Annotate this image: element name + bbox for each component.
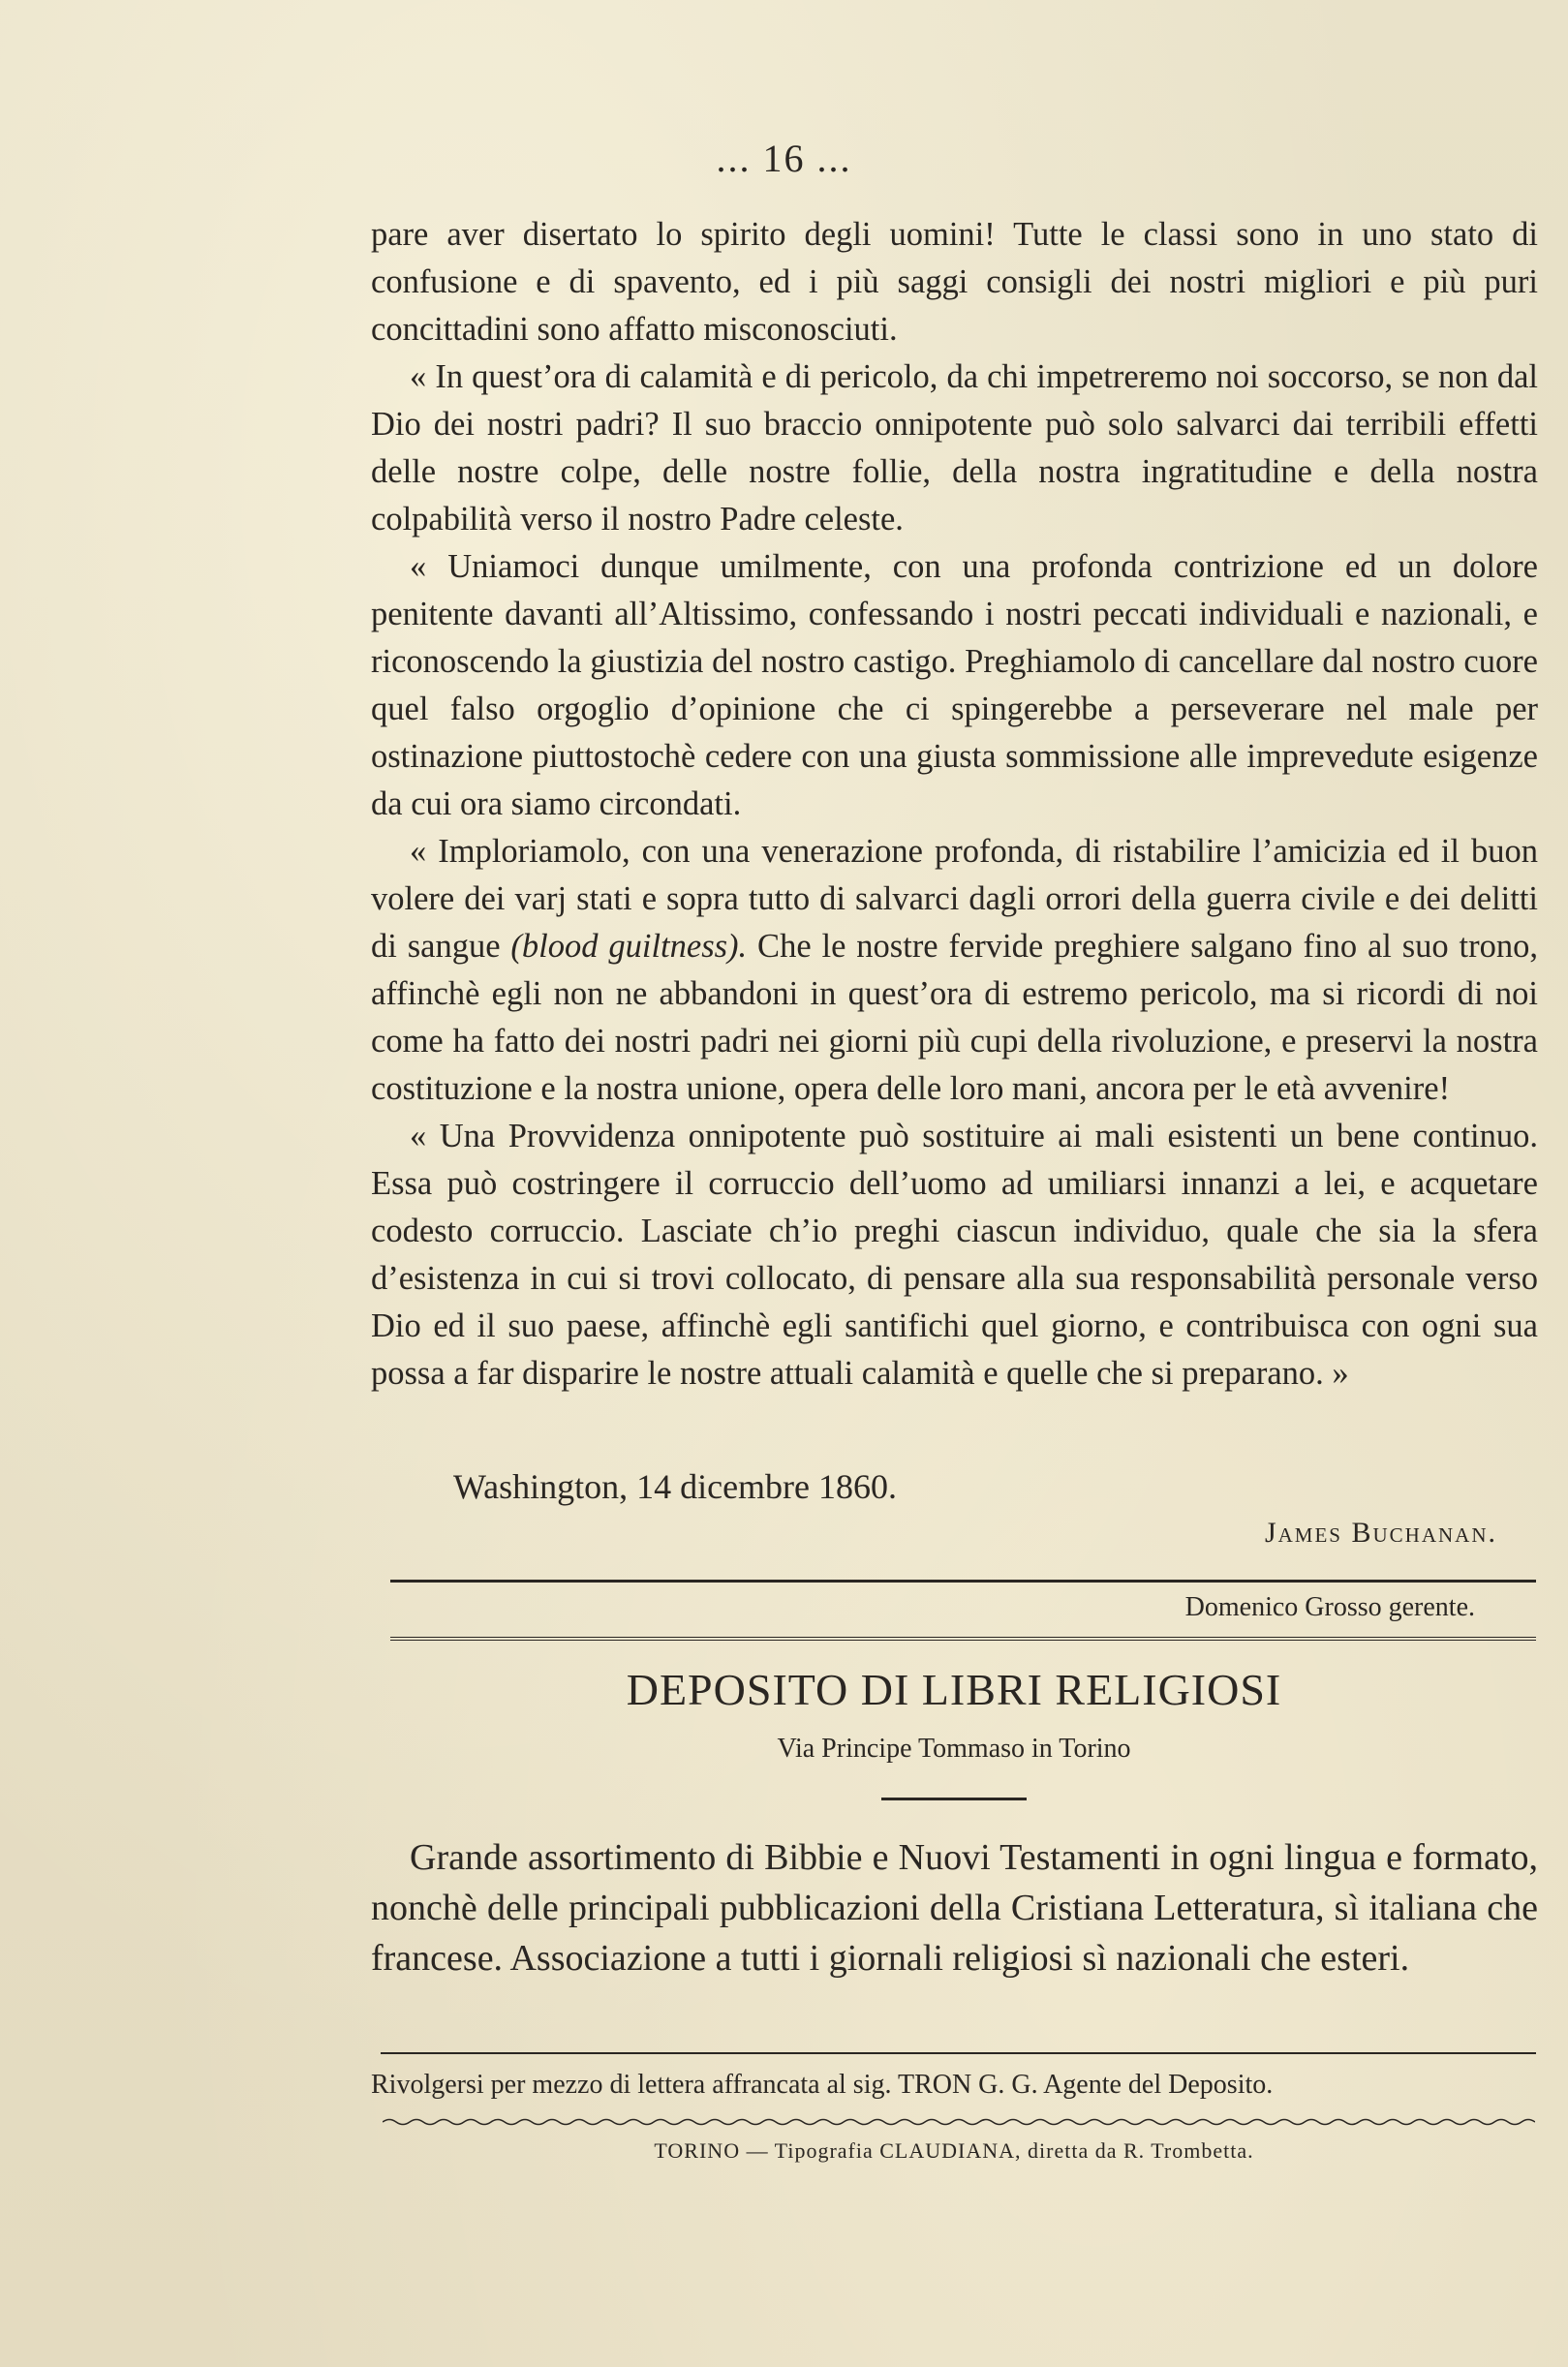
letter-body [371,211,1538,1398]
paragraph-5: « Una Provvidenza onnipotente può sostituire ai mali esistenti un bene continuo. Essa può costringere il corruccio dell’uomo ad umiliarsi innanzi a lei, e acquetare codesto corruccio. Lasciate ch’io preghi ciascun individuo, quale che sia la sfera d’esistenza in cui si trovi collocato, di pensare alla sua responsabilità personale verso Dio ed il suo paese, affinchè egli santifichi quel giorno, e contribuisca con ogni sua possa a far disparire le nostre attuali calamità e quelle che si preparano. » [371,1118,1538,1392]
advertisement-address: Via Principe Tommaso in Torino [777,1734,1131,1764]
paragraph-3: « Uniamoci dunque umilmente, con una profonda contrizione ed un dolore penitente davanti all’Altissimo, confessando i nostri peccati individuali e nazionali, e riconoscendo la giustizia del nostro castigo. Preghiamolo di cancellare dal nostro cuore quel falso orgoglio d’opinione che ci spingerebbe a perseverare nel male per ostinazione piuttostochè cedere con una giusta sommissione alle imprevedute esigenze da cui ora siamo circondati. [371,548,1538,822]
paragraph-1: pare aver disertato lo spirito degli uomini! Tutte le classi sono in uno stato di confusione e di spavento, ed i più saggi consigli dei nostri migliori e più puri concittadini sono affatto misconosciuti. [371,216,1538,348]
divider-rule [390,1580,1536,1583]
paragraph-4-text-a: « Imploriamolo, con una venerazione profonda, di ristabilire l’amicizia ed il buon volere dei varj stati e sopra tutto di salvarci dagli orrori della guerra civile e dei delitti di sangue [371,833,1538,965]
dateline: Washington, 14 dicembre 1860. [453,1467,898,1506]
short-divider-rule [881,1798,1027,1800]
advertisement-contact: Rivolgersi per mezzo di lettera affrancata al sig. TRON G. G. Agente del Deposito. [371,2070,1274,2100]
printer-imprint: TORINO — Tipografia CLAUDIANA, diretta da R. Trombetta. [654,2138,1254,2163]
paragraph-2: « In quest’ora di calamità e di pericolo, da chi impetreremo noi soccorso, se non dal Dio dei nostri padri? Il suo braccio onnipotente può solo salvarci dai terribili effetti delle nostre colpe, delle nostre follie, della nostra ingratitudine e della nostra colpabilità verso il nostro Padre celeste. [371,358,1538,538]
signature: James Buchanan. [1264,1517,1497,1549]
manager-credit: Domenico Grosso gerente. [1184,1592,1475,1622]
advertisement-body: Grande assortimento di Bibbie e Nuovi Testamenti in ogni lingua e formato, nonchè delle principali pubblicazioni della Cristiana Letteratura, sì italiana che francese. Associazione a tutti i giornali religiosi sì nazionali che esteri. [371,1837,1538,1979]
paragraph-4 [371,828,1538,1113]
wavy-divider-rule [383,2117,1535,2127]
advertisement-title: DEPOSITO DI LIBRI RELIGIOSI [626,1665,1282,1714]
paragraph-4-english-term: (blood guiltness). [510,928,748,965]
divider-rule [381,2052,1536,2054]
double-divider-rule [390,1637,1536,1643]
page-number: ... 16 ... [716,137,852,180]
paragraph-4-text-b: Che le nostre fervide preghiere salgano fino al suo trono, affinchè egli non ne abbandoni in quest’ora di estremo pericolo, ma si ricordi di noi come ha fatto dei nostri padri nei giorni più cupi della rivoluzione, e preservi la nostra costituzione e la nostra unione, opera delle loro mani, ancora per le età avvenire! [371,928,1538,1107]
